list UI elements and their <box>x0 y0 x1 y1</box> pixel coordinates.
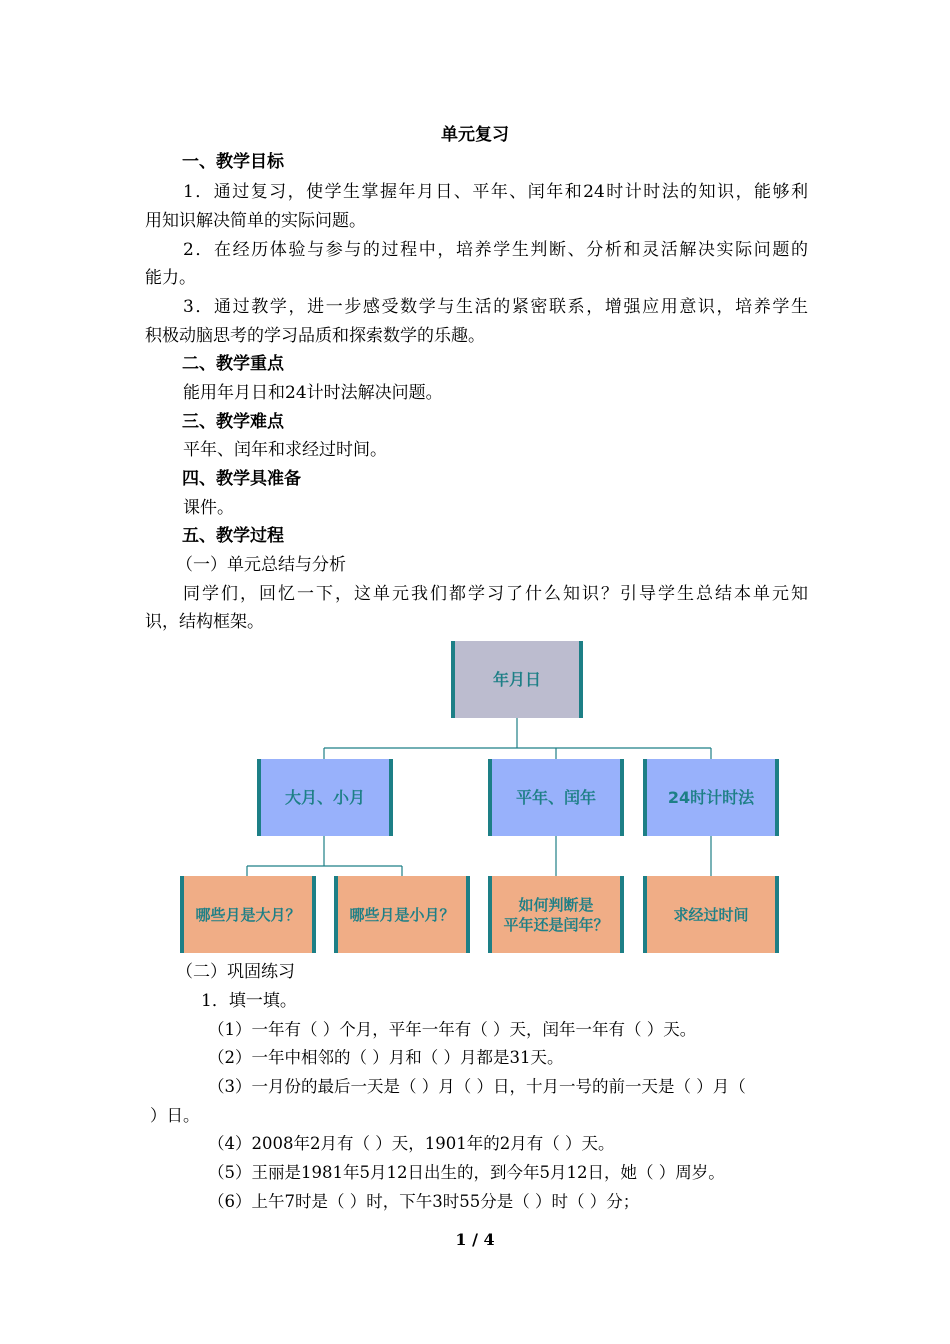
question-1-5: （5）王丽是1981年5月12日出生的，到今年5月12日，她（ ）周岁。 <box>208 1163 725 1182</box>
diagram-leaf-elapsed-time <box>643 876 779 953</box>
question-1-6: （6）上午7时是（ ）时，下午3时55分是（ ）时（ ）分； <box>208 1192 640 1211</box>
diagram-root-label: 年月日 <box>492 669 541 689</box>
difficulty-text: 平年、闰年和求经过时间。 <box>183 440 387 460</box>
subsection-summary: （一）单元总结与分析 <box>176 555 346 575</box>
question-1-2: （2）一年中相邻的（ ）月和（ ）月都是31天。 <box>208 1048 564 1067</box>
question-1-3-line-1: （3）一月份的最后一天是（ ）月（ ）日，十月一号的前一天是（ ）月（ <box>208 1077 746 1096</box>
diagram-node-label: 大月、小月 <box>284 787 365 807</box>
diagram-leaf-label: 哪些月是小月？ <box>349 905 455 924</box>
focus-text: 能用年月日和24计时法解决问题。 <box>183 383 443 403</box>
page-title: 单元复习 <box>441 125 509 145</box>
diagram-node-common-leap-year <box>488 759 624 836</box>
question-1-3-line-2: ）日。 <box>150 1106 200 1125</box>
diagram-leaf-label: 哪些月是大月？ <box>195 905 301 924</box>
subsection-practice: （二）巩固练习 <box>176 962 295 982</box>
goal-3-line-1: 3．通过教学，进一步感受数学与生活的紧密联系，增强应用意识，培养学生 <box>183 297 808 317</box>
question-1-4: （4）2008年2月有（ ）天，1901年的2月有（ ）天。 <box>208 1134 615 1153</box>
diagram-leaf-label: 求经过时间 <box>673 905 749 924</box>
materials-text: 课件。 <box>183 498 234 518</box>
diagram-leaf-label-line-1: 如何判断是 <box>518 895 594 914</box>
diagram-leaf-big-months <box>180 876 316 953</box>
section-heading-goals: 一、教学目标 <box>182 152 284 172</box>
question-1-1: （1）一年有（ ）个月，平年一年有（ ）天，闰年一年有（ ）天。 <box>208 1020 697 1039</box>
diagram-node-big-small-month <box>257 759 393 836</box>
section-heading-focus: 二、教学重点 <box>182 354 284 374</box>
diagram-node-24-hour-clock <box>643 759 779 836</box>
diagram-node-label: 平年、闰年 <box>515 787 596 807</box>
intro-line-2: 识，结构框架。 <box>145 612 264 632</box>
section-heading-difficulty: 三、教学难点 <box>182 412 284 432</box>
diagram-root-node <box>451 641 583 718</box>
goal-2-line-2: 能力。 <box>145 268 196 288</box>
diagram-node-label: 24时计时法 <box>667 787 755 807</box>
diagram-leaf-judge-leap-year <box>488 876 624 953</box>
goal-2-line-1: 2．在经历体验与参与的过程中，培养学生判断、分析和灵活解决实际问题的 <box>183 240 808 260</box>
diagram-leaf-small-months <box>334 876 470 953</box>
goal-3-line-2: 积极动脑思考的学习品质和探索数学的乐趣。 <box>145 326 485 346</box>
diagram-leaf-label-line-2: 平年还是闰年？ <box>503 915 609 934</box>
page-number: 1 / 4 <box>455 1230 495 1249</box>
goal-1-line-2: 用知识解决简单的实际问题。 <box>145 211 366 231</box>
section-heading-materials: 四、教学具准备 <box>182 469 301 489</box>
section-heading-process: 五、教学过程 <box>182 526 284 546</box>
question-1-heading: 1．填一填。 <box>201 991 297 1011</box>
intro-line-1: 同学们，回忆一下，这单元我们都学习了什么知识？引导学生总结本单元知 <box>183 584 808 604</box>
goal-1-line-1: 1．通过复习，使学生掌握年月日、平年、闰年和24时计时法的知识，能够利 <box>183 182 808 202</box>
